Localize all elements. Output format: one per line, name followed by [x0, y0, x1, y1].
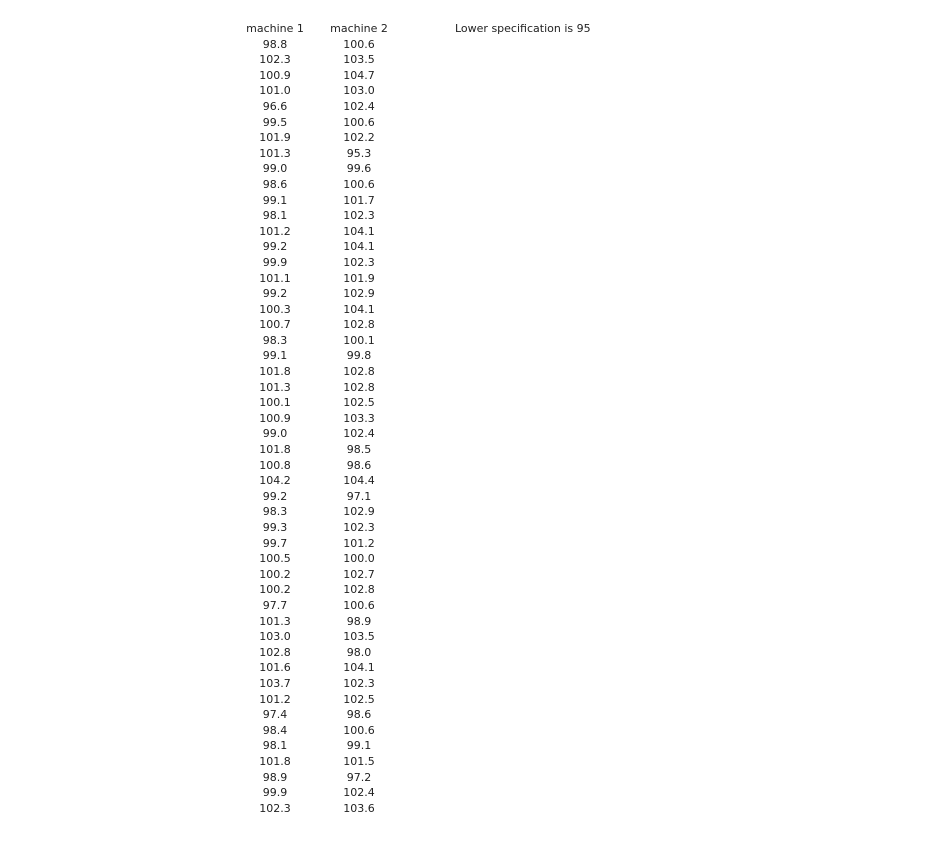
machine-1-value: 99.1 [262, 193, 288, 207]
table-row [233, 52, 401, 68]
table-row [233, 754, 401, 770]
machine-2-value: 102.4 [343, 786, 375, 800]
table-row [233, 567, 401, 583]
machine-2-value: 102.8 [343, 365, 375, 379]
table-header [233, 21, 401, 37]
machine-2-value: 102.3 [343, 521, 375, 534]
machine-1-value: 99.0 [262, 162, 288, 176]
machine-2-value: 102.3 [343, 676, 375, 690]
machine-1-value: 96.6 [262, 99, 288, 113]
machine-1-value: 102.3 [259, 801, 291, 815]
table-row [233, 161, 401, 177]
machine-1-value: 101.3 [259, 614, 291, 628]
machine-2-value: 100.6 [343, 177, 375, 191]
table-row [233, 614, 401, 630]
machine-1-value: 98.1 [262, 739, 288, 753]
machine-2-value: 100.6 [343, 723, 375, 737]
machine-2-value: 103.0 [343, 84, 375, 98]
table-row [233, 692, 401, 708]
table-row [233, 395, 401, 411]
measurement-table [233, 21, 401, 816]
machine-1-value: 100.5 [259, 552, 291, 566]
table-row [233, 489, 401, 505]
machine-2-value: 101.2 [343, 536, 375, 550]
machine-1-value: 100.2 [259, 583, 291, 597]
machine-2-value: 104.4 [343, 474, 375, 488]
table-row [233, 317, 401, 333]
table-row [233, 255, 401, 271]
machine-2-value: 95.3 [346, 146, 372, 160]
machine-1-value: 104.2 [259, 474, 291, 488]
table-row [233, 536, 401, 552]
machine-1-value: 99.9 [262, 255, 288, 269]
machine-1-value: 100.7 [259, 318, 291, 332]
machine-1-value: 101.6 [259, 661, 291, 675]
machine-2-value: 102.2 [343, 131, 375, 145]
machine-2-value: 103.6 [343, 801, 375, 815]
table-row [233, 707, 401, 723]
table-row [233, 99, 401, 115]
machine-1-value: 101.2 [259, 692, 291, 706]
table-row [233, 551, 401, 567]
column-header-machine-2: machine 2 [330, 22, 388, 35]
machine-2-value: 104.1 [343, 302, 375, 316]
table-row [233, 130, 401, 146]
machine-2-value: 102.3 [343, 255, 375, 269]
machine-1-value: 103.7 [259, 676, 291, 690]
machine-2-value: 98.5 [346, 443, 372, 457]
machine-1-value: 101.2 [259, 224, 291, 238]
machine-2-value: 98.9 [346, 614, 372, 628]
machine-1-value: 98.3 [262, 333, 288, 347]
table-row [233, 364, 401, 380]
table-row [233, 598, 401, 614]
machine-2-value: 102.5 [343, 396, 375, 410]
machine-2-value: 101.7 [343, 193, 375, 207]
table-row [233, 801, 401, 817]
table-row [233, 286, 401, 302]
machine-1-value: 97.4 [262, 708, 288, 722]
table-row [233, 208, 401, 224]
table-row [233, 645, 401, 661]
machine-2-value: 104.1 [343, 240, 375, 254]
machine-2-value: 103.5 [343, 53, 375, 67]
machine-1-value: 98.4 [262, 723, 288, 737]
machine-1-value: 101.3 [259, 380, 291, 394]
machine-1-value: 99.2 [262, 287, 288, 301]
machine-1-value: 100.1 [259, 396, 291, 410]
machine-1-value: 97.7 [262, 598, 288, 612]
table-row [233, 271, 401, 287]
machine-2-value: 104.7 [343, 68, 375, 82]
table-row [233, 302, 401, 318]
machine-1-value: 103.0 [259, 630, 291, 644]
table-row [233, 520, 401, 536]
machine-1-value: 99.7 [262, 536, 288, 550]
table-row [233, 504, 401, 520]
table-row [233, 224, 401, 240]
machine-2-value: 100.6 [343, 37, 375, 51]
machine-1-value: 101.3 [259, 146, 291, 160]
machine-1-value: 100.8 [259, 458, 291, 472]
machine-2-value: 99.6 [346, 162, 372, 176]
table-row [233, 426, 401, 442]
machine-1-value: 98.6 [262, 177, 288, 191]
table-row [233, 442, 401, 458]
machine-1-value: 98.9 [262, 770, 288, 784]
machine-1-value: 100.9 [259, 68, 291, 82]
machine-1-value: 101.8 [259, 443, 291, 457]
machine-2-value: 100.1 [343, 333, 375, 347]
machine-2-value: 103.5 [343, 630, 375, 644]
table-row [233, 723, 401, 739]
table-row [233, 411, 401, 427]
machine-1-value: 100.3 [259, 302, 291, 316]
machine-1-value: 99.5 [262, 115, 288, 129]
table-row [233, 380, 401, 396]
table-row [233, 660, 401, 676]
table-row [233, 629, 401, 645]
column-header-machine-1: machine 1 [246, 22, 304, 35]
table-row [233, 582, 401, 598]
machine-2-value: 102.4 [343, 427, 375, 441]
table-row [233, 770, 401, 786]
table-row [233, 348, 401, 364]
table-row [233, 239, 401, 255]
machine-2-value: 102.8 [343, 318, 375, 332]
machine-2-value: 104.1 [343, 224, 375, 238]
machine-1-value: 101.1 [259, 271, 291, 285]
machine-2-value: 102.8 [343, 583, 375, 597]
table-row [233, 676, 401, 692]
table-row [233, 333, 401, 349]
machine-1-value: 98.3 [262, 505, 288, 519]
table-row [233, 473, 401, 489]
machine-1-value: 101.8 [259, 365, 291, 379]
machine-2-value: 98.0 [346, 645, 372, 659]
machine-2-value: 97.2 [346, 770, 372, 784]
machine-2-value: 103.3 [343, 411, 375, 425]
machine-1-value: 99.0 [262, 427, 288, 441]
table-row [233, 458, 401, 474]
machine-1-value: 98.1 [262, 209, 288, 223]
table-row [233, 193, 401, 209]
machine-1-value: 101.0 [259, 84, 291, 98]
machine-1-value: 99.1 [262, 349, 288, 363]
machine-1-value: 101.9 [259, 131, 291, 145]
machine-2-value: 102.9 [343, 287, 375, 301]
table-row [233, 68, 401, 84]
machine-2-value: 97.1 [346, 489, 372, 503]
machine-1-value: 99.3 [262, 521, 288, 534]
machine-1-value: 100.9 [259, 411, 291, 425]
machine-2-value: 102.8 [343, 380, 375, 394]
machine-1-value: 100.2 [259, 567, 291, 581]
table-row [233, 177, 401, 193]
machine-1-value: 99.2 [262, 240, 288, 254]
machine-2-value: 98.6 [346, 708, 372, 722]
machine-2-value: 102.9 [343, 505, 375, 519]
table-row [233, 37, 401, 53]
machine-2-value: 100.6 [343, 115, 375, 129]
machine-2-value: 102.3 [343, 209, 375, 223]
machine-2-value: 99.8 [346, 349, 372, 363]
machine-2-value: 102.7 [343, 567, 375, 581]
machine-1-value: 98.8 [262, 37, 288, 51]
machine-2-value: 98.6 [346, 458, 372, 472]
machine-2-value: 99.1 [346, 739, 372, 753]
machine-1-value: 102.8 [259, 645, 291, 659]
machine-2-value: 100.6 [343, 598, 375, 612]
table-row [233, 785, 401, 801]
table-row [233, 738, 401, 754]
machine-1-value: 101.8 [259, 754, 291, 768]
header-row [233, 21, 401, 37]
table-row [233, 83, 401, 99]
table-row [233, 146, 401, 162]
machine-2-value: 101.5 [343, 754, 375, 768]
machine-2-value: 100.0 [343, 552, 375, 566]
lower-specification-note: Lower specification is 95 [455, 22, 591, 35]
machine-1-value: 99.9 [262, 786, 288, 800]
machine-2-value: 101.9 [343, 271, 375, 285]
table-row [233, 115, 401, 131]
machine-1-value: 99.2 [262, 489, 288, 503]
machine-2-value: 104.1 [343, 661, 375, 675]
machine-2-value: 102.5 [343, 692, 375, 706]
machine-1-value: 102.3 [259, 53, 291, 67]
machine-2-value: 102.4 [343, 99, 375, 113]
table-body [233, 37, 401, 817]
